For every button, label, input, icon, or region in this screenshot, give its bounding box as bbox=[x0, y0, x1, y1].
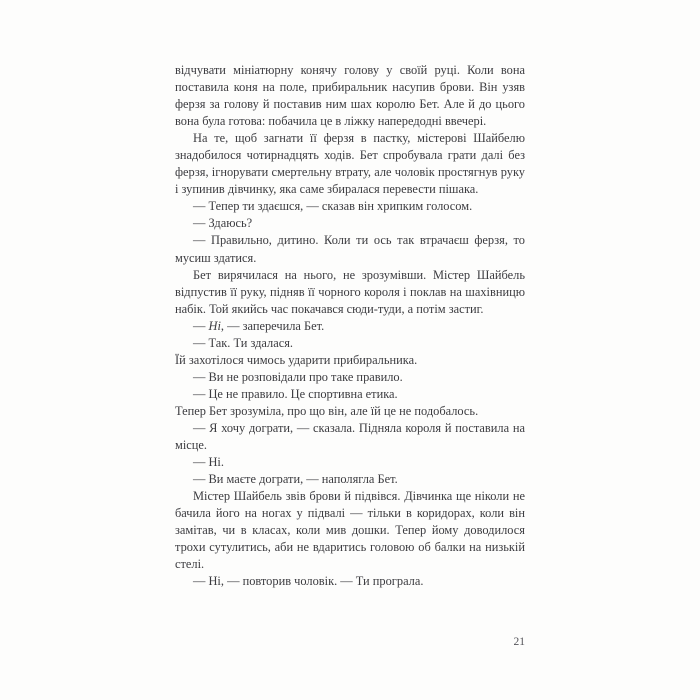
dialogue-line: — Ні, — повторив чоловік. — Ти програла. bbox=[193, 574, 424, 589]
dialogue-line: — Тепер ти здаєшся, — сказав він хрипким голосом. bbox=[193, 199, 473, 214]
dialogue-line: — Правильно, дитино. Коли ти ось так втрачаєш ферзя, то мусиш здатися. bbox=[175, 233, 525, 265]
dialogue-line-emphasis bbox=[175, 318, 525, 335]
emphasized-word: Ні bbox=[208, 318, 221, 333]
dialogue-tail: , — заперечила Бет. bbox=[220, 318, 325, 333]
paragraph: Їй захотілося чимось ударити прибиральника. bbox=[175, 352, 418, 367]
dialogue-line: — Так. Ти здалася. bbox=[193, 335, 294, 350]
paragraph: Тепер Бет зрозуміла, про що він, але їй це не подобалось. bbox=[175, 403, 479, 418]
dialogue-dash: — bbox=[193, 318, 209, 333]
paragraph: Містер Шайбель звів брови й підвівся. Дівчинка ще ніколи не бачила його на ногах у підвалі — тільки в коридорах, коли він замітав, чи в класах, коли мив дошки. Тепер йому доводилося трохи сутулитись, аби не вдаритись головою об балки на низькій стелі. bbox=[175, 489, 525, 572]
paragraph: Бет вирячилася на нього, не зрозумівши. Містер Шайбель відпустив її руку, підняв її чорного короля і поклав на шахівницю набік. Той якийсь час покачався сюди-туди, а потім застиг. bbox=[175, 267, 525, 316]
dialogue-line: — Я хочу дограти, — сказала. Підняла короля й поставила на місце. bbox=[175, 420, 525, 453]
paragraph: відчувати мініатюрну конячу голову у своїй руці. Коли вона поставила коня на поле, прибиральник насупив брови. Він узяв ферзя за голову й поставив ним шах королю Бет. Але й до цього вона була готова: побачила це в ліжку напередодні ввечері. bbox=[175, 63, 525, 129]
paragraph: На те, щоб загнати її ферзя в пастку, містерові Шайбелю знадобилося чотирнадцять ходів. Бет спробувала грати далі без ферзя, ігнорувати смертельну втрату, але чоловік простягнув руку і зупинив дівчинку, яка саме збиралася перевести пішака. bbox=[175, 131, 525, 197]
dialogue-line: — Ви маєте дограти, — наполягла Бет. bbox=[193, 472, 398, 487]
dialogue-line: — Ні. bbox=[193, 455, 224, 470]
dialogue-line: — Здаюсь? bbox=[193, 216, 253, 231]
page-number: 21 bbox=[513, 636, 525, 648]
page-text-body bbox=[175, 62, 525, 590]
dialogue-line: — Це не правило. Це спортивна етика. bbox=[193, 386, 398, 401]
dialogue-line: — Ви не розповідали про таке правило. bbox=[193, 369, 403, 384]
